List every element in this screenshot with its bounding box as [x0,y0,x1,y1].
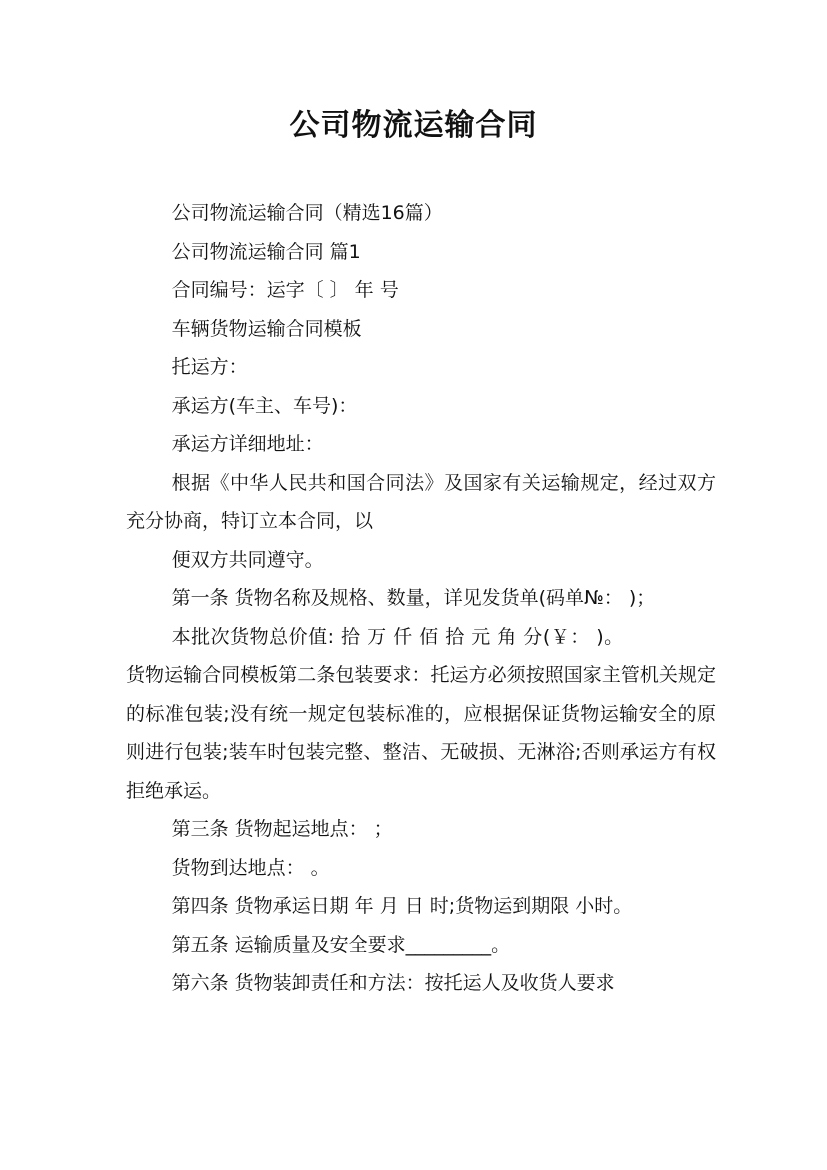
paragraph-article-6: 第六条 货物装卸责任和方法：按托运人及收货人要求 [171,972,615,994]
paragraph-preamble-end: 便双方共同遵守。 [171,548,324,571]
document-body [126,194,716,1003]
paragraph-template-name: 车辆货物运输合同模板 [171,317,362,340]
paragraph-destination: 货物到达地点： 。 [171,856,330,879]
paragraph-article-2: 货物运输合同模板第二条包装要求：托运方必须按照国家主管机关规定的标准包装;没有统一规定包装标准的，应根据保证货物运输安全的原则进行包装;装车时包装完整、整洁、无破损、无淋浴;否则承运方有权拒绝承运。 [126,664,716,802]
document-title: 公司物流运输合同 [289,108,538,143]
paragraph-preamble: 根据《中华人民共和国合同法》及国家有关运输规定，经过双方充分协商，特订立本合同，以 [126,471,716,532]
paragraph-contract-number: 合同编号：运字〔 〕 年 号 [171,279,399,301]
paragraph-article-3: 第三条 货物起运地点： ； [171,818,393,840]
paragraph-article-1: 第一条 货物名称及规格、数量，详见发货单(码单№： )； [171,587,656,609]
paragraph-subtitle: 公司物流运输合同（精选16篇） [171,202,443,224]
paragraph-carrier: 承运方(车主、车号)： [171,394,358,417]
paragraph-article-4: 第四条 货物承运日期 年 月 日 时;货物运到期限 小时。 [171,895,633,917]
paragraph-consignor: 托运方： [171,356,248,378]
paragraph-article-5: 第五条 运输质量及安全要求_________。 [171,933,511,956]
paragraph-total-value: 本批次货物总价值: 拾 万 仟 佰 拾 元 角 分(￥： )。 [171,625,624,648]
paragraph-section-heading: 公司物流运输合同 篇1 [171,240,361,263]
paragraph-carrier-address: 承运方详细地址： [171,433,324,455]
